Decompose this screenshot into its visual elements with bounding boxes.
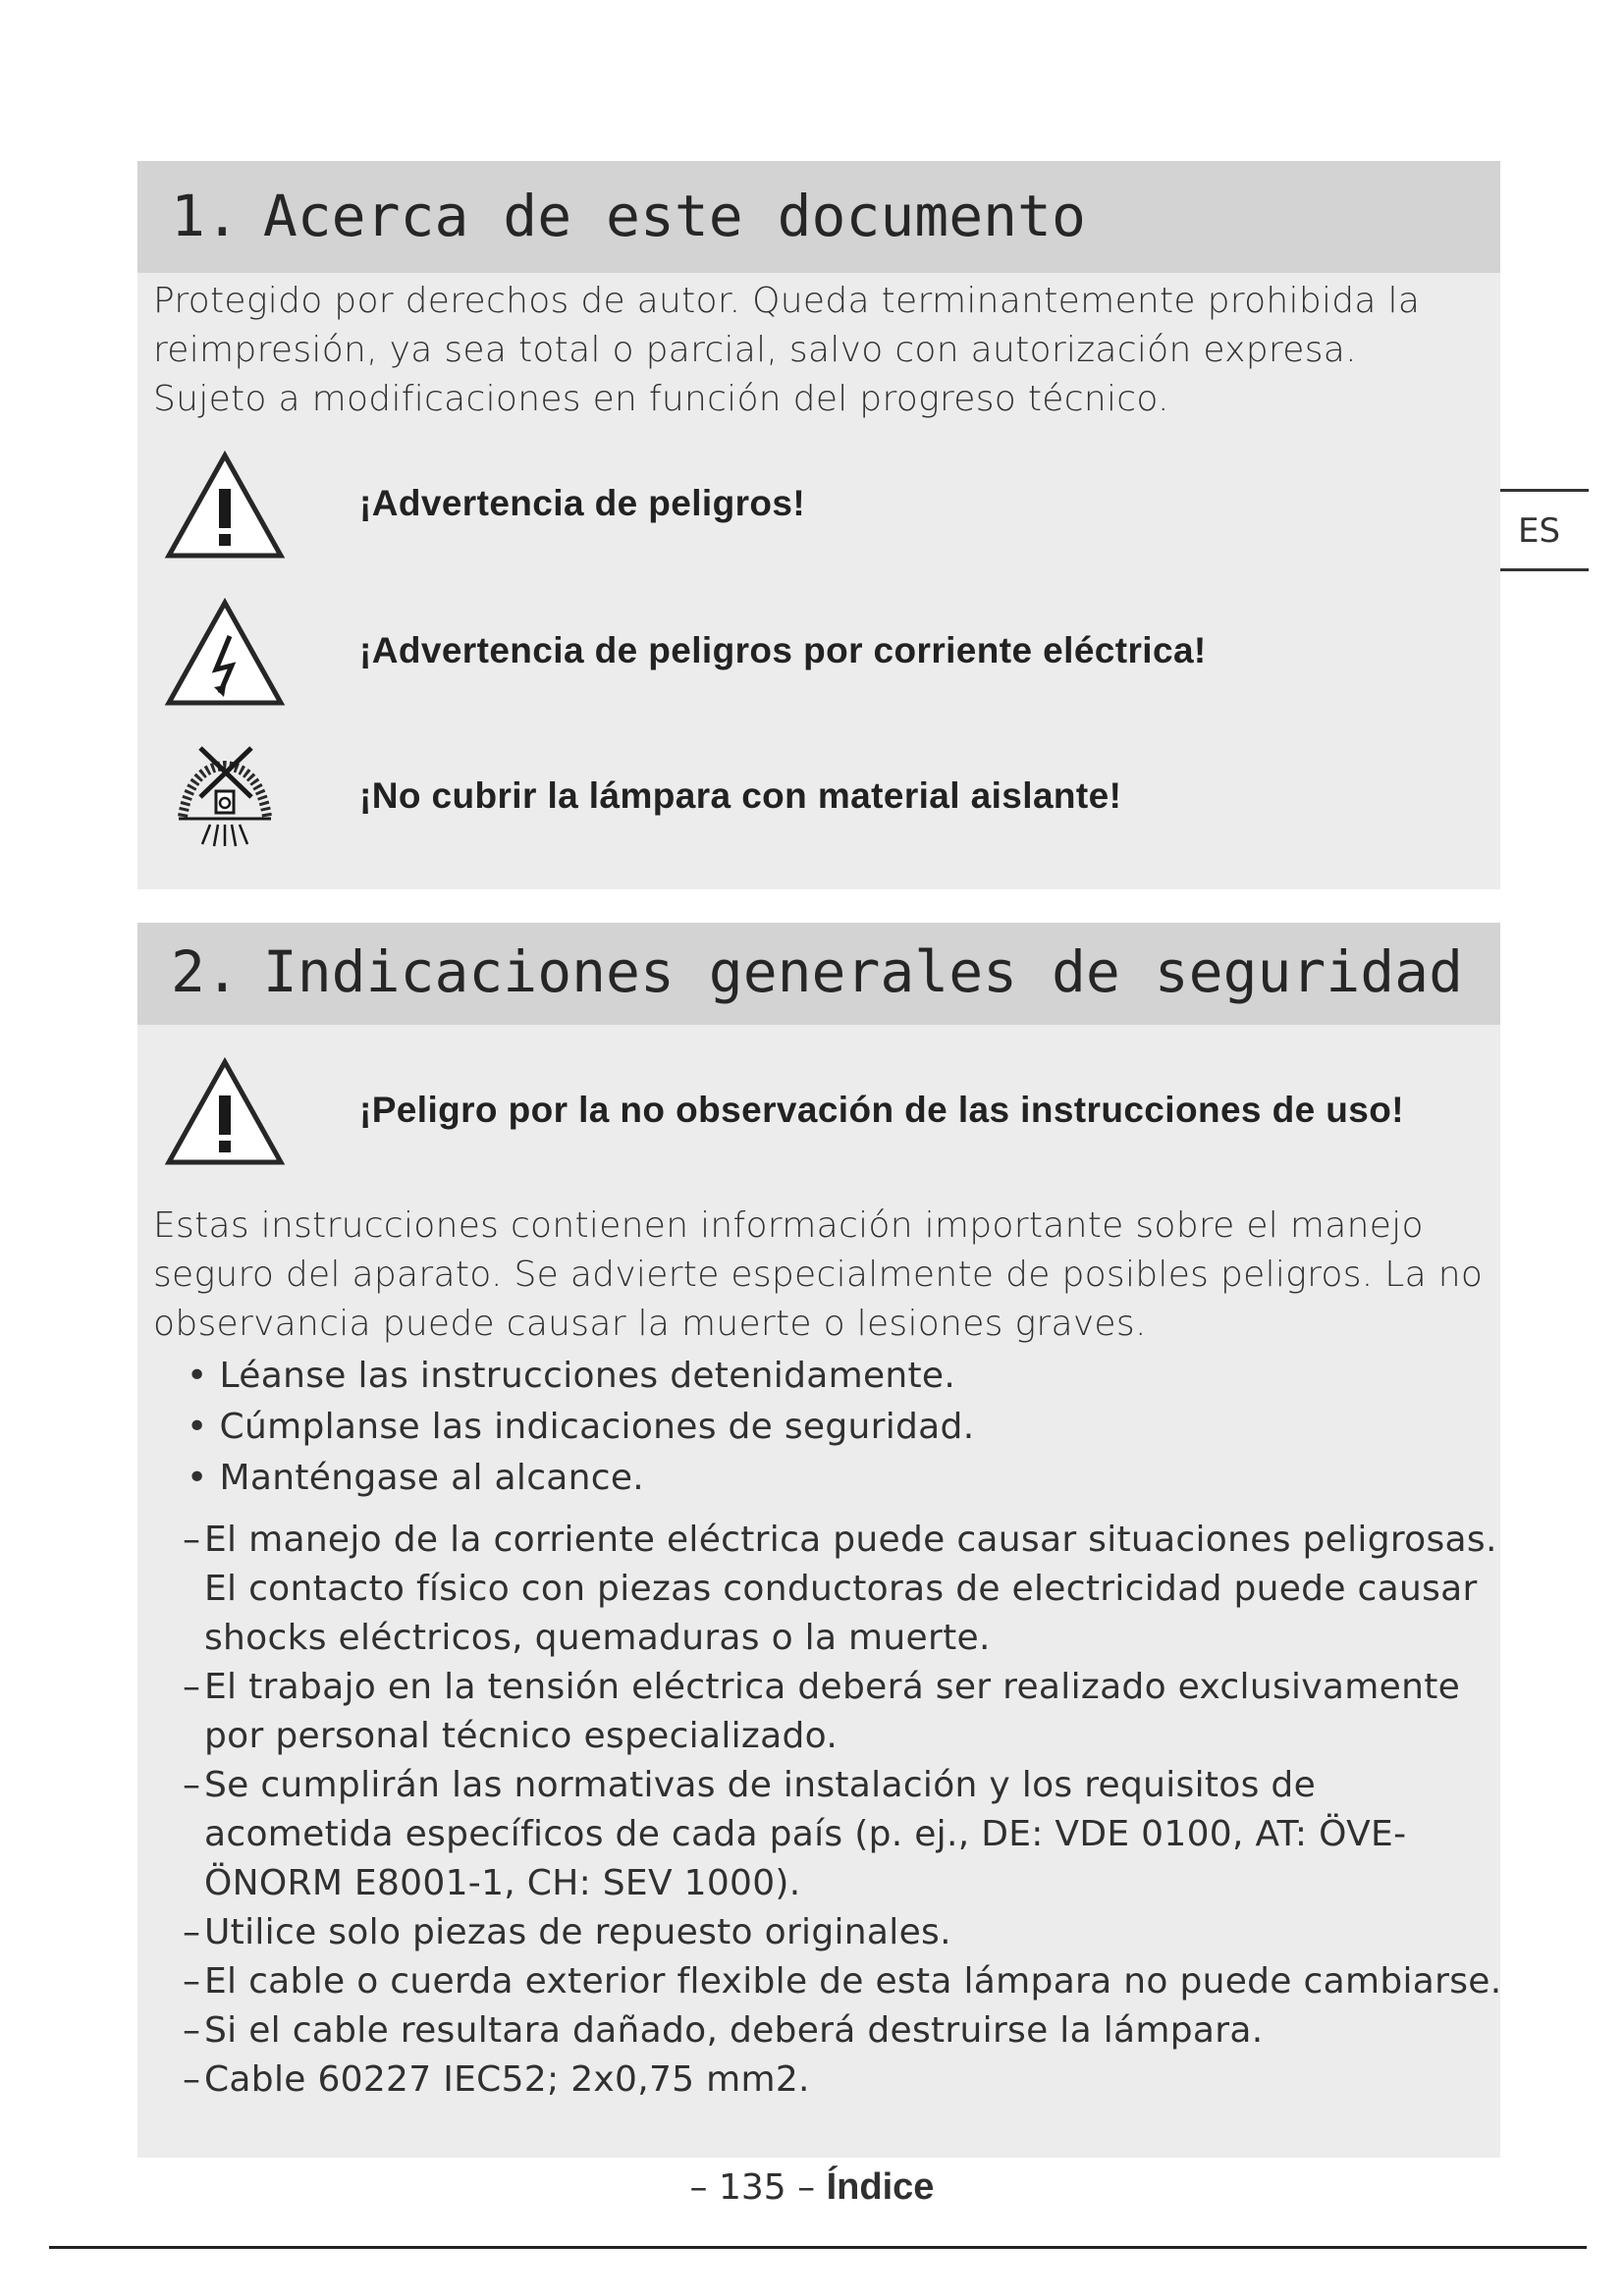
- dash-list: [183, 1516, 1502, 2105]
- index-link[interactable]: Índice: [826, 2166, 935, 2208]
- list-item: • Manténgase al alcance.: [187, 1453, 974, 1504]
- section-general-safety: [137, 923, 1500, 2158]
- warning-text: ¡Advertencia de peligros por corriente eléctrica!: [359, 630, 1207, 670]
- section-about-document: [137, 161, 1500, 889]
- intro-line: Sujeto a modificaciones en función del progreso técnico.: [153, 379, 1169, 419]
- list-item: • Léanse las instrucciones detenidamente.: [187, 1351, 974, 1402]
- list-item-line: Cable 60227 IEC52; 2x0,75 mm2.: [204, 2059, 810, 2100]
- list-item-line: acometida específicos de cada país (p. ej., DE: VDE 0100, AT: ÖVE-: [204, 1814, 1407, 1854]
- warning-text: ¡Peligro por la no observación de las instrucciones de uso!: [359, 1090, 1404, 1130]
- warning-row: [161, 448, 1437, 565]
- list-item-line: Si el cable resultara dañado, deberá destruirse la lámpara.: [204, 2010, 1264, 2051]
- section-title: [171, 183, 1086, 249]
- list-item-line: Se cumplirán las normativas de instalación y los requisitos de: [204, 1765, 1317, 1805]
- section-title-text: Indicaciones generales de seguridad: [262, 938, 1464, 1005]
- warning-triangle-icon: [161, 448, 289, 565]
- list-item: – El cable o cuerda exterior flexible de esta lámpara no puede cambiarse.: [189, 1957, 1501, 2006]
- footer-dash: –: [797, 2167, 816, 2208]
- intro-line: seguro del aparato. Se advierte especialmente de posibles peligros. La no: [153, 1255, 1484, 1295]
- warning-row: [161, 740, 1437, 858]
- warning-text: ¡Advertencia de peligros!: [359, 483, 806, 523]
- intro-line: Estas instrucciones contienen información importante sobre el manejo: [153, 1205, 1424, 1246]
- list-item-line: El contacto físico con piezas conductoras de electricidad puede causar: [204, 1569, 1478, 1609]
- section-number: 2.: [171, 938, 240, 1005]
- section-header: [137, 161, 1500, 273]
- list-item-line: El trabajo en la tensión eléctrica deberá ser realizado exclusivamente: [204, 1667, 1461, 1707]
- intro-paragraph: [153, 277, 1420, 424]
- intro-line: observancia puede causar la muerte o lesiones graves.: [153, 1304, 1147, 1344]
- section-title: [171, 938, 1463, 1005]
- list-item: – Si el cable resultara dañado, deberá destruirse la lámpara.: [189, 2006, 1501, 2056]
- warning-row: [161, 1054, 1437, 1172]
- electric-hazard-icon: [161, 595, 289, 713]
- intro-line: reimpresión, ya sea total o parcial, salvo con autorización expresa.: [153, 330, 1357, 370]
- page-number: 135: [719, 2167, 786, 2208]
- list-item-line: El manejo de la corriente eléctrica puede causar situaciones peligrosas.: [204, 1520, 1497, 1560]
- footer-divider: [49, 2246, 1587, 2249]
- list-item-line: por personal técnico especializado.: [204, 1716, 839, 1756]
- warning-row: [161, 595, 1437, 713]
- section-title-text: Acerca de este documento: [262, 183, 1086, 249]
- no-insulation-cover-icon: [161, 740, 289, 858]
- section-header: [137, 923, 1500, 1025]
- section-number: 1.: [171, 183, 240, 249]
- list-item: – El manejo de la corriente eléctrica puede causar situaciones peligrosas. El contacto físico con piezas conductoras de electricidad puede causar shocks eléctricos, quemaduras o la muerte.: [189, 1516, 1501, 1663]
- list-item-line: ÖNORM E8001-1, CH: SEV 1000).: [204, 1863, 801, 1903]
- language-tab-label: ES: [1518, 511, 1561, 551]
- intro-paragraph: [153, 1201, 1483, 1349]
- intro-line: Protegido por derechos de autor. Queda terminantemente prohibida la: [153, 281, 1421, 321]
- list-item-line: El cable o cuerda exterior flexible de esta lámpara no puede cambiarse.: [204, 1961, 1502, 2002]
- language-tab: [1500, 489, 1589, 571]
- list-item-line: shocks eléctricos, quemaduras o la muerte.: [204, 1618, 991, 1658]
- bullet-list: [187, 1351, 974, 1504]
- list-item: • Cúmplanse las indicaciones de seguridad.: [187, 1402, 974, 1453]
- list-item-line: Utilice solo piezas de repuesto originales.: [204, 1912, 951, 1952]
- list-item: – Se cumplirán las normativas de instalación y los requisitos de acometida específicos de cada país (p. ej., DE: VDE 0100, AT: ÖVE- ÖNORM E8001-1, CH: SEV 1000).: [189, 1761, 1501, 1908]
- list-item: – Cable 60227 IEC52; 2x0,75 mm2.: [189, 2056, 1501, 2105]
- warning-triangle-icon: [161, 1054, 289, 1172]
- warning-text: ¡No cubrir la lámpara con material aislante!: [359, 775, 1122, 816]
- page-footer: [0, 2158, 1624, 2217]
- list-item: – El trabajo en la tensión eléctrica deberá ser realizado exclusivamente por personal técnico especializado.: [189, 1663, 1501, 1761]
- list-item: – Utilice solo piezas de repuesto originales.: [189, 1908, 1501, 1957]
- footer-dash: –: [689, 2167, 708, 2208]
